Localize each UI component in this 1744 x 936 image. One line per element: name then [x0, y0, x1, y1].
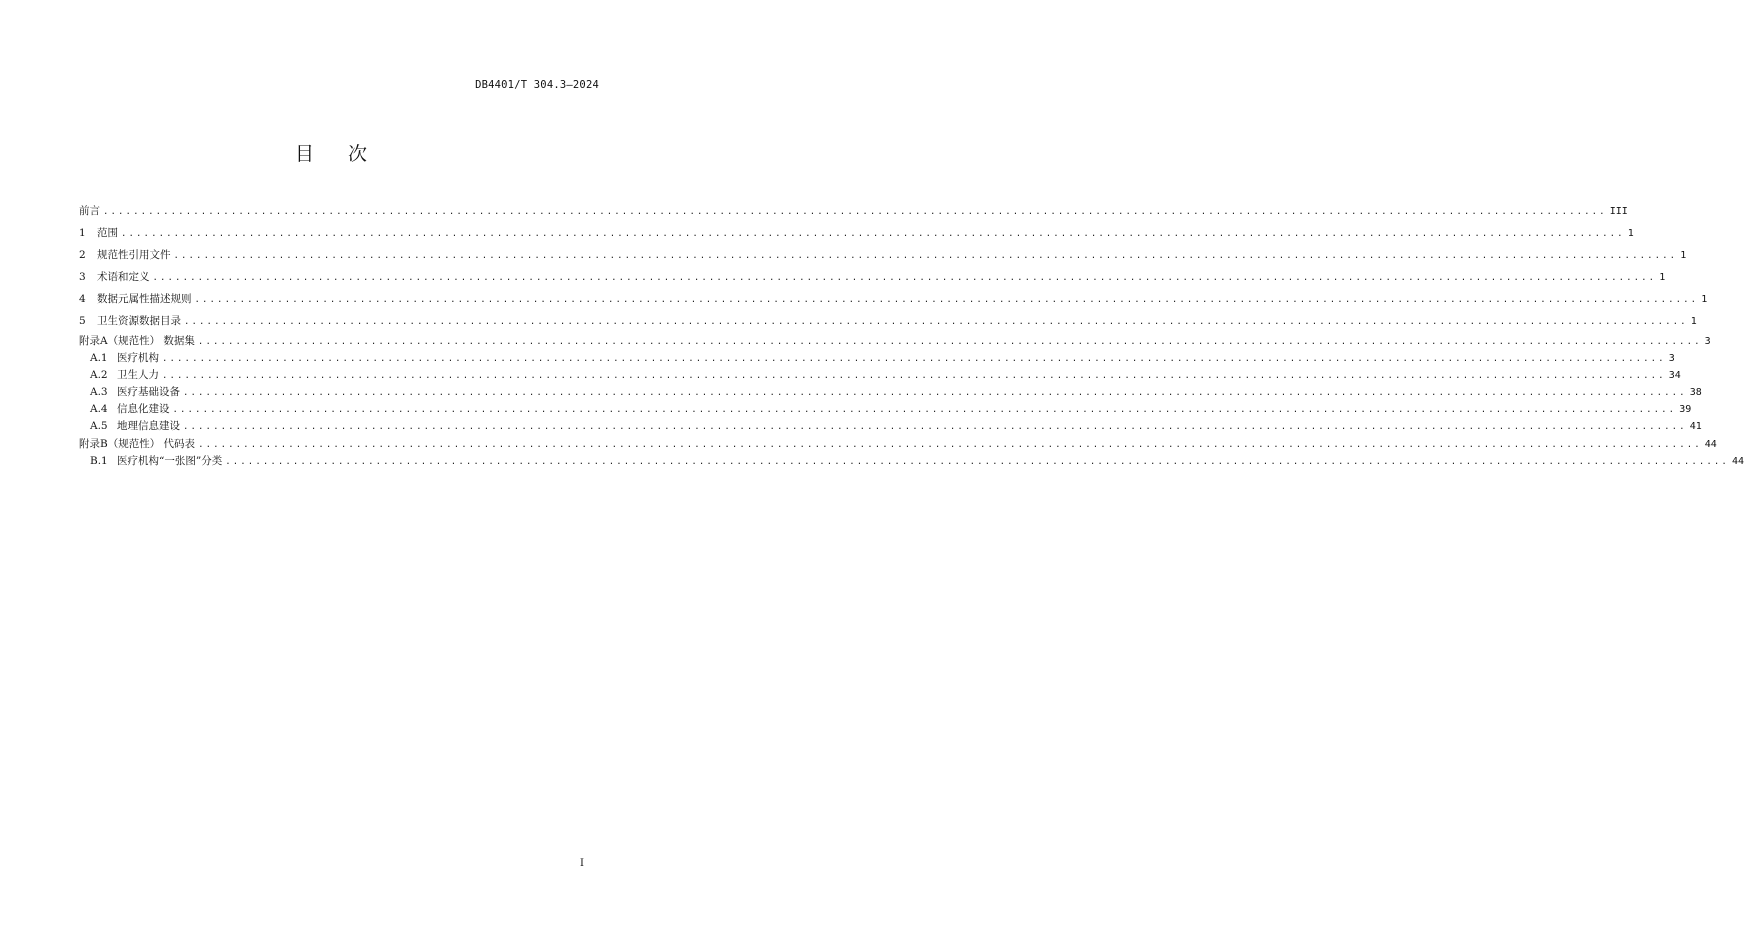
toc-entry-label: 医疗机构 [117, 352, 159, 364]
toc-entry-label: 附录A（规范性） 数据集 [79, 335, 195, 347]
toc-entry[interactable] [79, 310, 1697, 332]
toc-entry-label: 前言 [79, 205, 100, 217]
toc-entry-page: 1 [1659, 272, 1666, 283]
toc-entry-page: 44 [1704, 439, 1717, 450]
toc-entry-number: A.5 [90, 420, 108, 432]
toc-entry[interactable] [79, 367, 1681, 384]
page-number: I [580, 858, 584, 869]
table-of-contents [79, 200, 1744, 470]
toc-entry-page: 44 [1731, 456, 1744, 467]
toc-entry-number: 2 [79, 249, 86, 261]
dot-leader: ........................................................................................................................................................................................................ [198, 440, 1702, 450]
dot-leader: ........................................................................................................................................................................................................ [225, 457, 1729, 467]
dot-leader: ........................................................................................................................................................................................................ [172, 405, 1677, 415]
toc-entry-page: 3 [1704, 336, 1711, 347]
toc-entry[interactable] [79, 384, 1702, 401]
toc-entry[interactable] [79, 288, 1708, 310]
toc-entry-number: A.2 [90, 369, 108, 381]
toc-entry-number: A.1 [90, 352, 108, 364]
toc-entry-label: 规范性引用文件 [97, 249, 171, 261]
toc-entry-page: 3 [1668, 353, 1675, 364]
toc-entry-page: 34 [1668, 370, 1681, 381]
toc-entry[interactable] [79, 418, 1702, 435]
toc-entry-label: 术语和定义 [97, 271, 150, 283]
toc-entry-number: A.4 [90, 403, 108, 415]
toc-entry-label: 信息化建设 [117, 403, 170, 415]
dot-leader: ........................................................................................................................................................................................................ [197, 337, 1702, 347]
toc-entry-page: 1 [1680, 250, 1687, 261]
toc-entry-number: B.1 [90, 455, 108, 467]
toc-entry-number: 3 [79, 271, 86, 283]
dot-leader: ........................................................................................................................................................................................................ [103, 207, 1607, 217]
toc-entry-label: 医疗基础设备 [117, 386, 180, 398]
toc-entry-number: 1 [79, 227, 86, 239]
page-title: 目次 [294, 143, 401, 165]
toc-entry[interactable] [79, 266, 1666, 288]
toc-entry-label: 附录B（规范性） 代码表 [79, 438, 196, 450]
dot-leader: ........................................................................................................................................................................................................ [194, 295, 1699, 305]
toc-entry-label: 卫生资源数据目录 [97, 315, 181, 327]
dot-leader: ........................................................................................................................................................................................................ [184, 317, 1688, 327]
toc-entry-page: 1 [1701, 294, 1708, 305]
toc-entry-number: A.3 [90, 386, 108, 398]
dot-leader: ........................................................................................................................................................................................................ [162, 354, 1666, 364]
toc-entry[interactable] [79, 453, 1744, 470]
toc-entry-label: 范围 [97, 227, 118, 239]
toc-entry[interactable] [79, 222, 1634, 244]
toc-entry-number: 5 [79, 315, 86, 327]
toc-entry-label: 卫生人力 [117, 369, 159, 381]
toc-entry-page: 1 [1690, 316, 1697, 327]
toc-entry[interactable] [79, 244, 1687, 266]
toc-entry[interactable] [79, 332, 1711, 350]
dot-leader: ........................................................................................................................................................................................................ [173, 251, 1678, 261]
toc-entry-page: 1 [1627, 228, 1634, 239]
toc-entry[interactable] [79, 401, 1692, 418]
dot-leader: ........................................................................................................................................................................................................ [162, 371, 1666, 381]
dot-leader: ........................................................................................................................................................................................................ [183, 388, 1687, 398]
toc-entry-number: 4 [79, 293, 86, 305]
toc-entry[interactable] [79, 350, 1675, 367]
toc-entry-label: 医疗机构“一张图”分类 [117, 455, 223, 467]
toc-entry-page: 39 [1679, 404, 1692, 415]
dot-leader: ........................................................................................................................................................................................................ [183, 422, 1687, 432]
toc-entry-page: 41 [1689, 421, 1702, 432]
toc-entry[interactable] [79, 200, 1628, 222]
toc-entry-page: 38 [1689, 387, 1702, 398]
dot-leader: ........................................................................................................................................................................................................ [152, 273, 1657, 283]
toc-entry[interactable] [79, 435, 1717, 453]
toc-entry-label: 数据元属性描述规则 [97, 293, 192, 305]
toc-entry-page: III [1609, 206, 1628, 217]
toc-entry-label: 地理信息建设 [117, 420, 180, 432]
document-id: DB4401/T 304.3—2024 [475, 79, 599, 91]
dot-leader: ........................................................................................................................................................................................................ [121, 229, 1625, 239]
